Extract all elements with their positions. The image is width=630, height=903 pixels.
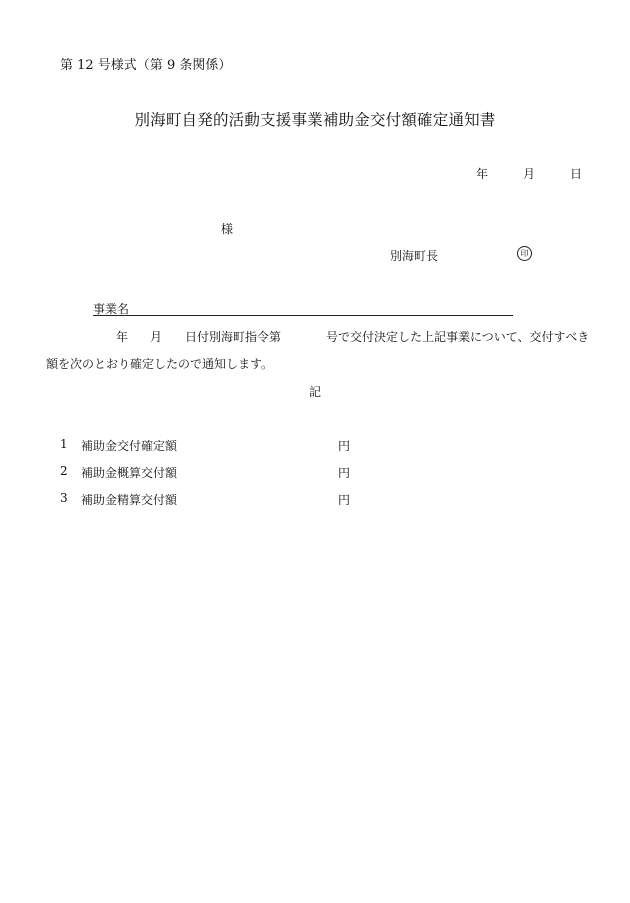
item-label: 補助金交付確定額 (81, 439, 178, 453)
body-text-line2: 額を次のとおり確定したので通知します。 (46, 357, 274, 371)
item-unit: 円 (338, 466, 351, 480)
date-month-label: 月 (523, 167, 536, 181)
body-text-line1: 号で交付決定した上記事業について、交付すべき (326, 330, 590, 344)
addressee-honorific: 様 (221, 222, 234, 236)
item-label: 補助金概算交付額 (81, 466, 178, 480)
item-label: 補助金精算交付額 (81, 493, 178, 507)
seal-icon: 印 (517, 246, 532, 261)
item-unit: 円 (338, 493, 351, 507)
item-number: 2 (60, 464, 68, 478)
ki-heading: 記 (308, 385, 321, 399)
body-order-reference: 日付別海町指令第 (185, 330, 282, 344)
date-year-label: 年 (476, 167, 489, 181)
date-day-label: 日 (570, 167, 583, 181)
form-number: 第 12 号様式（第 9 条関係） (60, 58, 232, 73)
item-number: 3 (60, 491, 68, 505)
item-number: 1 (60, 437, 68, 451)
body-month-label: 月 (150, 330, 163, 344)
project-name-label: 事業名 (93, 302, 130, 316)
document-title: 別海町自発的活動支援事業補助金交付額確定通知書 (134, 111, 496, 129)
project-name-field (93, 300, 513, 316)
body-year-label: 年 (116, 330, 129, 344)
issuer-name: 別海町長 (390, 249, 439, 263)
item-unit: 円 (338, 439, 351, 453)
